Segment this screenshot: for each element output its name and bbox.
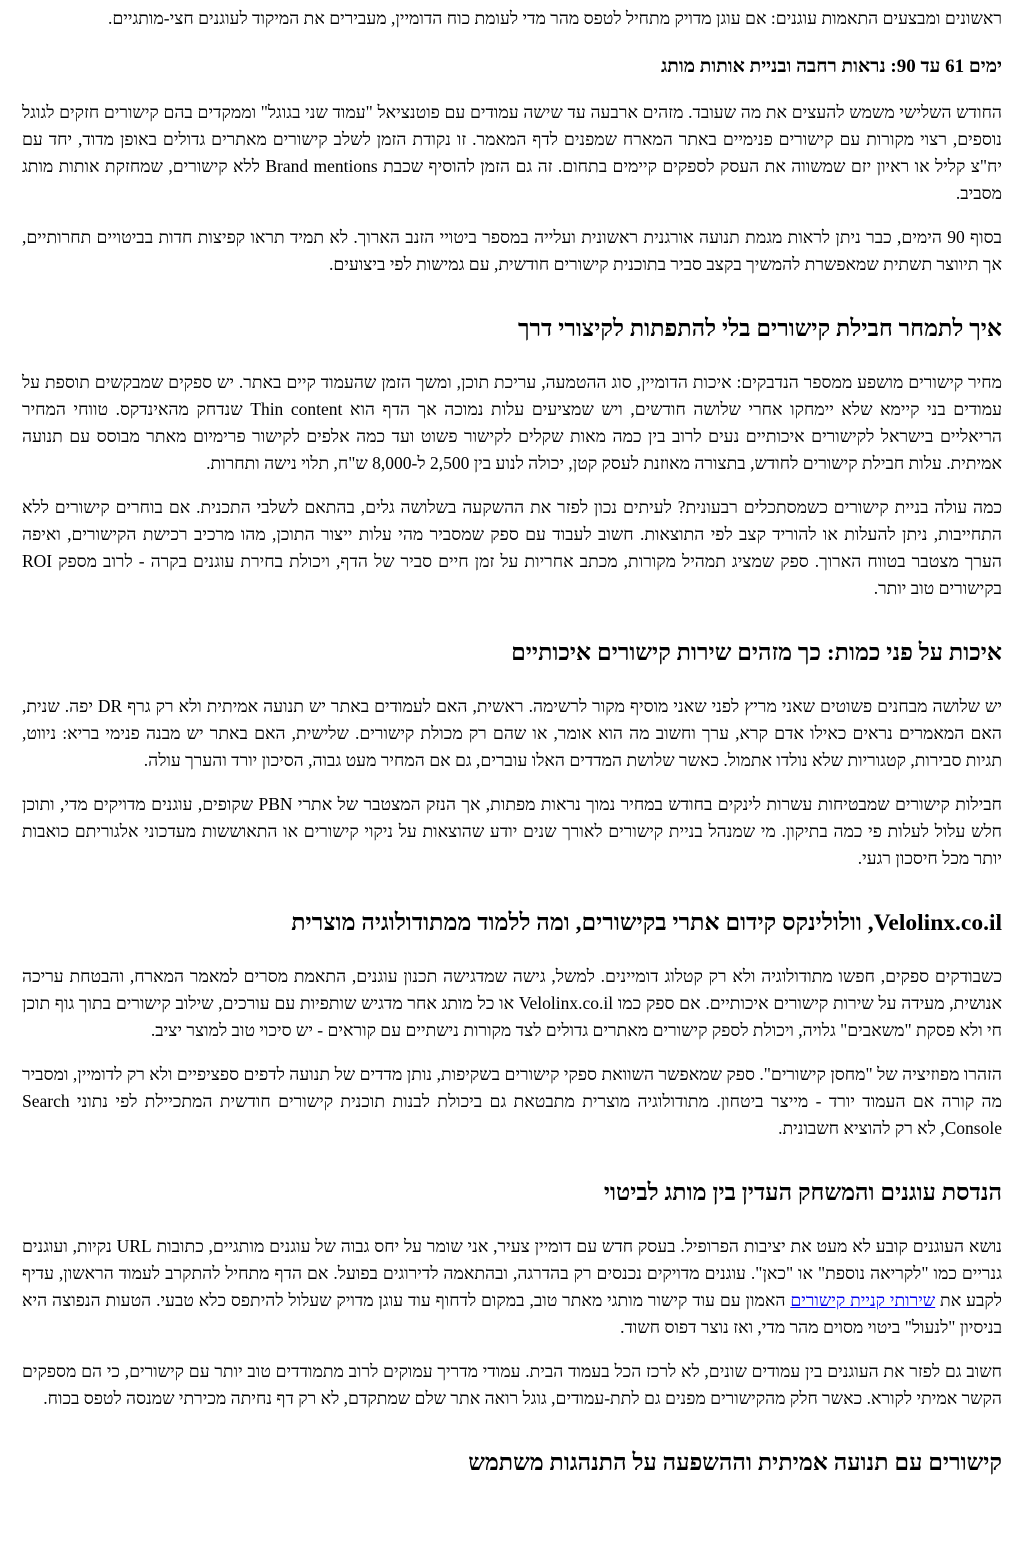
- paragraph-price-factors: מחיר קישורים מושפע ממספר הנדבקים: איכות הדומיין, סוג ההטמעה, עריכת תוכן, ומשך הזמן שהעמוד קיים באתר. יש ספקים שמבקשים תוספת על עמודים בני קיימא שלא יימחקו אחרי שלושה חודשים, ויש שמציעים עלות נמוכה אך הדף הוא Thin content שנדחק מהאינדקס. טווחי המחיר הריאליים בישראל לקישורים איכותיים נעים לרוב בין כמה מאות שקלים לקישור פשוט ועד כמה אלפים לקישור פרימיום מאתר מבוסס עם תנועה אמיתית. עלות חבילת קישורים לחודש, בתצורה מאוזנת לעסק קטן, יכולה לנוע בין 2,500 ל-8,000 ש"ח, תלוי נישה ותחרות.: [22, 372, 1002, 473]
- paragraph-month-three: החודש השלישי משמש להעצים את מה שעובד. מזהים ארבעה עד שישה עמודים עם פוטנציאל "עמוד שני בגוגל" וממקדים בהם קישורים חזקים לגוגל נוספים, רצוי מקורות עם קישורים פנימיים באתר המארח שמפנים לדף המאמר. זו נקודת הזמן לשלב קישורים מאתרים גדולים באופן מדוד, יחד עם יח"צ קליל או ראיון יזם שמשווה את העסק לספקים קיימים בתחום. זה גם הזמן להוסיף שכבת Brand mentions ללא קישורים, שמחזקת אותות מותג מסביב.: [22, 102, 1002, 203]
- heading-real-traffic-user-behavior: קישורים עם תנועה אמיתית וההשפעה על התנהגות משתמש: [468, 1450, 1002, 1476]
- anchor-engineering-text-before-link: נושא העוגנים קובע לא מעט את יציבות הפרופיל. בעסק חדש עם דומיין צעיר, אני שומר על יחס גבוה של עוגנים מותגיים, כתובות URL נקיות, ועוגנים גנריים כמו "לקריאה נוספת" או "כאן". עוגנים מדויקים נכנסים רק בהדרגה, ובהתאמה לדירוגים בפועל. אם הדף מתחיל להתקרב לעמוד הראשון, עדיף לקבע את: [22, 1236, 1002, 1310]
- paragraph-spread-anchors: חשוב גם לפזר את העוגנים בין עמודים שונים, לא לרכז הכל בעמוד הבית. עמודי מדריך עמוקים לרוב מתמודדים טוב יותר עם קישורים, כי הם מספקים הקשר אמיתי לקורא. כאשר חלק מהקישורים מפנים גם לתת-עמודים, גוגל רואה אתר שלם שמתקדם, לא רק דף נחיתה מכירתי שמנסה לטפס בכוח.: [22, 1361, 1002, 1408]
- paragraph-provider-methodology: כשבודקים ספקים, חפשו מתודולוגיה ולא רק קטלוג דומיינים. למשל, גישה שמדגישה תכנון עוגנים, התאמת מסרים למאמר המארח, והבטחת עריכה אנושית, מעידה על שירות קישורים איכותיים. אם ספק כמו Velolinx.co.il או כל מותג אחר מדגיש שותפיות עם עורכים, שילוב קישורים בתוך גוף תוכן חי ולא פסקת "משאבים" גלויה, ויכולת לספק קישורים מאתרים גדולים לצד מקורות נישתיים עם קוראים - יש סיכוי טוב למוצר יציב.: [22, 966, 1003, 1040]
- paragraph-end-of-90-days: בסוף 90 הימים, כבר ניתן לראות מגמת תנועה אורגנית ראשונית ועלייה במספר ביטויי הזנב הארוך. לא תמיד תראו קפיצות חדות בביטויים תחרותיים, אך תיווצר תשתית שמאפשרת להמשיך בקצב סביר בתוכנית קישורים חודשית, עם גמישות לפי ביצועים.: [22, 227, 1002, 274]
- paragraph-link-warehouse-warning: הזהרו מפוזיציה של "מחסן קישורים". ספק שמאפשר השוואת ספקי קישורים בשקיפות, נותן מדדים של תנועה לדפים ספציפיים ולא רק לדומיין, ומסביר מה קורה אם העמוד יורד - מייצר ביטחון. מתודולוגיה מוצרית מתבטאת גם ביכולת לבנות תוכנית קישורים חודשית המתכיילת לפי נתוני Search Console, לא רק להוציא חשבונית.: [22, 1064, 1002, 1138]
- buy-links-service-link[interactable]: שירותי קניית קישורים: [790, 1290, 936, 1310]
- heading-quality-over-quantity: איכות על פני כמות: כך מזהים שירות קישורים איכותיים: [511, 640, 1002, 666]
- heading-days-61-90: ימים 61 עד 90: נראות רחבה ובניית אותות מותג: [661, 56, 1002, 77]
- heading-link-package-pricing: איך לתמחר חבילת קישורים בלי להתפתות לקיצורי דרך: [517, 316, 1002, 342]
- paragraph-anchor-adjustments-fragment: ראשונים ומבצעים התאמות עוגנים: אם עוגן מדויק מתחיל לטפס מהר מדי לעומת כוח הדומיין, מעבירים את המיקוד לעוגנים חצי-מותגיים.: [108, 8, 1002, 28]
- paragraph-anchor-engineering: [22, 1233, 1002, 1341]
- paragraph-quarterly-budget: כמה עולה בניית קישורים כשמסתכלים רבעונית? לעיתים נכון לפזר את ההשקעה בשלושה גלים, בהתאם לשלבי התכנית. אם בוחרים קישורים ללא התחייבות, ניתן להעלות או להוריד קצב לפי התוצאות. חשוב לעבוד עם ספק שמסביר מהי עלות ייצור התוכן, מהו מרכיב רכישת הקישורים, ואיפה הערך מצטבר בטווח הארוך. ספק שמציג תמהיל מקורות, מכתב אחריות על זמן חיים סביר של הדף, ויכולת בחירת עוגנים בקרה - לרוב מספק ROI בקישורים טוב יותר.: [22, 497, 1002, 598]
- heading-velolinx-methodology: Velolinx.co.il, וולולינקס קידום אתרי בקישורים, ומה ללמוד ממתודולוגיה מוצרית: [291, 910, 1002, 936]
- paragraph-cheap-packages-risk: חבילות קישורים שמבטיחות עשרות לינקים בחודש במחיר נמוך נראות מפתות, אך הנזק המצטבר של אתרי PBN שקופים, עוגנים מדויקים מדי, ותוכן חלש עלול לעלות פי כמה בתיקון. מי שמנהל בניית קישורים לאורך שנים יודע שהוצאות על ניקוי קישורים או התאוששות מעדכוני אלגוריתם כואבות יותר מכל חיסכון רגעי.: [22, 794, 1002, 868]
- anchor-engineering-text-after-link: האמון עם עוד קישור מותגי מאתר טוב, במקום לדחוף עוד עוגן מדויק שעלול להיתפס כלא טבעי. הטעות הנפוצה היא בניסיון "לנעול" ביטוי מסוים מהר מדי, ואז נוצר דפוס חשוד.: [22, 1290, 1002, 1337]
- heading-anchor-engineering: הנדסת עוגנים והמשחק העדין בין מותג לביטוי: [603, 1180, 1002, 1206]
- paragraph-three-tests: יש שלושה מבחנים פשוטים שאני מריץ לפני שאני מוסיף מקור לרשימה. ראשית, האם לעמודים באתר יש תנועה אמיתית ולא רק גרף DR יפה. שנית, האם המאמרים נראים כאילו אדם קרא, ערך וחשוב מה הוא אומר, או שהם רק מכולת קישורים. שלישית, האם באתר יש מבנה פנימי בריא: ניווט, תגיות סבירות, קטגוריות שלא נולדו אתמול. כאשר שלושת המדדים האלו עוברים, גם אם המחיר מעט גבוה, הסיכון יורד והערך עולה.: [22, 696, 1002, 770]
